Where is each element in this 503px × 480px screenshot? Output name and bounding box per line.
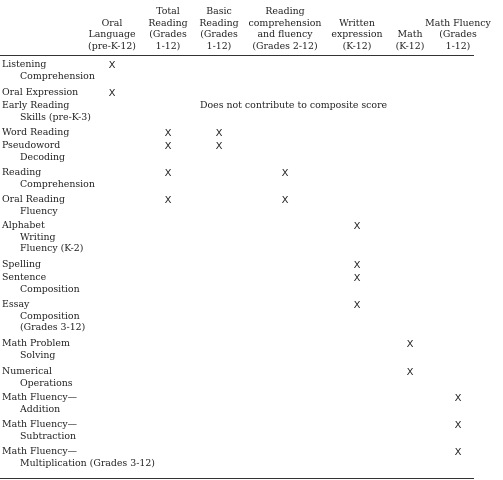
row-label-line: Early Reading [2,100,70,111]
row-label [2,140,82,163]
check-mark-total-reading: X [164,195,172,206]
row-label-line: Fluency (K-2) [20,243,84,255]
check-mark-total-reading: X [164,168,172,179]
row-label-line: Composition [20,283,80,295]
check-mark-oral-language: X [108,60,116,71]
bottom-rule [0,478,474,479]
row-label [2,59,95,82]
row-label [2,392,82,415]
column-header-line: and fluency [257,29,313,40]
check-mark-math-fluency: X [454,447,462,458]
column-header-line: Reading [148,17,188,29]
row-label-line: Pseudoword [2,140,61,151]
row-label-line: Reading [2,167,42,178]
column-header-line: (K-12) [395,40,425,52]
row-label [2,127,82,139]
column-header-line: 1-12) [445,40,471,52]
row-label-line: Solving [20,349,56,361]
row-label-line: Numerical [2,366,52,377]
row-label [2,167,95,190]
row-label-line: Sentence [2,272,47,283]
row-label-line: Word Reading [2,127,70,138]
row-label-line: Comprehension [20,178,95,190]
row-label [2,272,82,295]
check-mark-math-fluency: X [454,393,462,404]
check-mark-written-expression: X [353,221,361,232]
column-header-line: Reading [199,17,239,29]
column-header-math-fluency [413,18,503,53]
row-label [2,259,82,271]
check-mark-math: X [406,339,414,350]
check-mark-written-expression: X [353,300,361,311]
check-mark-basic-reading: X [215,141,223,152]
column-header-line: (Grades [439,29,477,40]
row-label [2,299,86,334]
check-mark-basic-reading: X [215,128,223,139]
column-header-line: (Grades [200,29,238,40]
row-label-line: Spelling [2,259,42,270]
row-label [2,338,82,361]
row-label-line: Oral Reading [2,194,65,205]
column-header-line: (pre-K-12) [88,40,136,52]
row-label-line: Subtraction [20,430,76,442]
row-label-line: Math Fluency— [2,446,78,457]
column-header-line: 1-12) [155,40,181,52]
row-label-line: Fluency [20,205,58,217]
column-header-line: (Grades 2-12) [252,40,318,52]
row-label-line: Operations [20,377,73,389]
header-rule [0,55,474,56]
row-label-line: Math Problem [2,338,70,349]
row-label-line: Multiplication (Grades 3-12) [20,457,155,469]
row-label-line: Decoding [20,151,65,163]
column-header-line: Basic [206,6,232,17]
check-mark-reading-comp-fluency: X [281,195,289,206]
row-label [2,194,82,217]
row-label [2,419,82,442]
row-label-line: Essay [2,299,30,310]
row-label-line: (Grades 3-12) [20,322,86,334]
row-label-line: Skills (pre-K-3) [20,111,91,123]
row-label-line: Math Fluency— [2,419,78,430]
row-label-line: Composition [20,310,80,322]
row-label-line: Addition [20,403,61,415]
row-label-line: Listening [2,59,47,70]
column-header-line: Language [88,29,136,40]
row-label [2,100,91,123]
check-mark-total-reading: X [164,141,172,152]
column-header-line: Total [156,6,180,17]
column-header-line: comprehension [248,17,322,29]
column-header-line: (Grades [149,29,187,40]
row-label [2,366,82,389]
row-note: Does not contribute to composite score [200,100,388,111]
column-header-line: Math Fluency [425,17,491,29]
row-label [2,220,82,255]
row-label [2,446,155,469]
check-mark-written-expression: X [353,260,361,271]
row-label-line: Alphabet [2,220,45,231]
row-label-line: Comprehension [20,70,95,82]
column-header-line: Reading [265,6,305,17]
column-header-line: expression [331,29,383,40]
column-header-line: Oral [101,17,123,29]
check-mark-total-reading: X [164,128,172,139]
column-header-line: Written [339,17,375,29]
row-label-line: Oral Expression [2,87,79,98]
check-mark-oral-language: X [108,88,116,99]
check-mark-math-fluency: X [454,420,462,431]
column-header-line: 1-12) [206,40,232,52]
row-label-line: Math Fluency— [2,392,78,403]
check-mark-written-expression: X [353,273,361,284]
column-header-line: Math [397,29,423,40]
row-label [2,87,82,99]
column-header-line: (K-12) [342,40,372,52]
check-mark-reading-comp-fluency: X [281,168,289,179]
row-label-line: Writing [20,231,56,243]
check-mark-math: X [406,367,414,378]
